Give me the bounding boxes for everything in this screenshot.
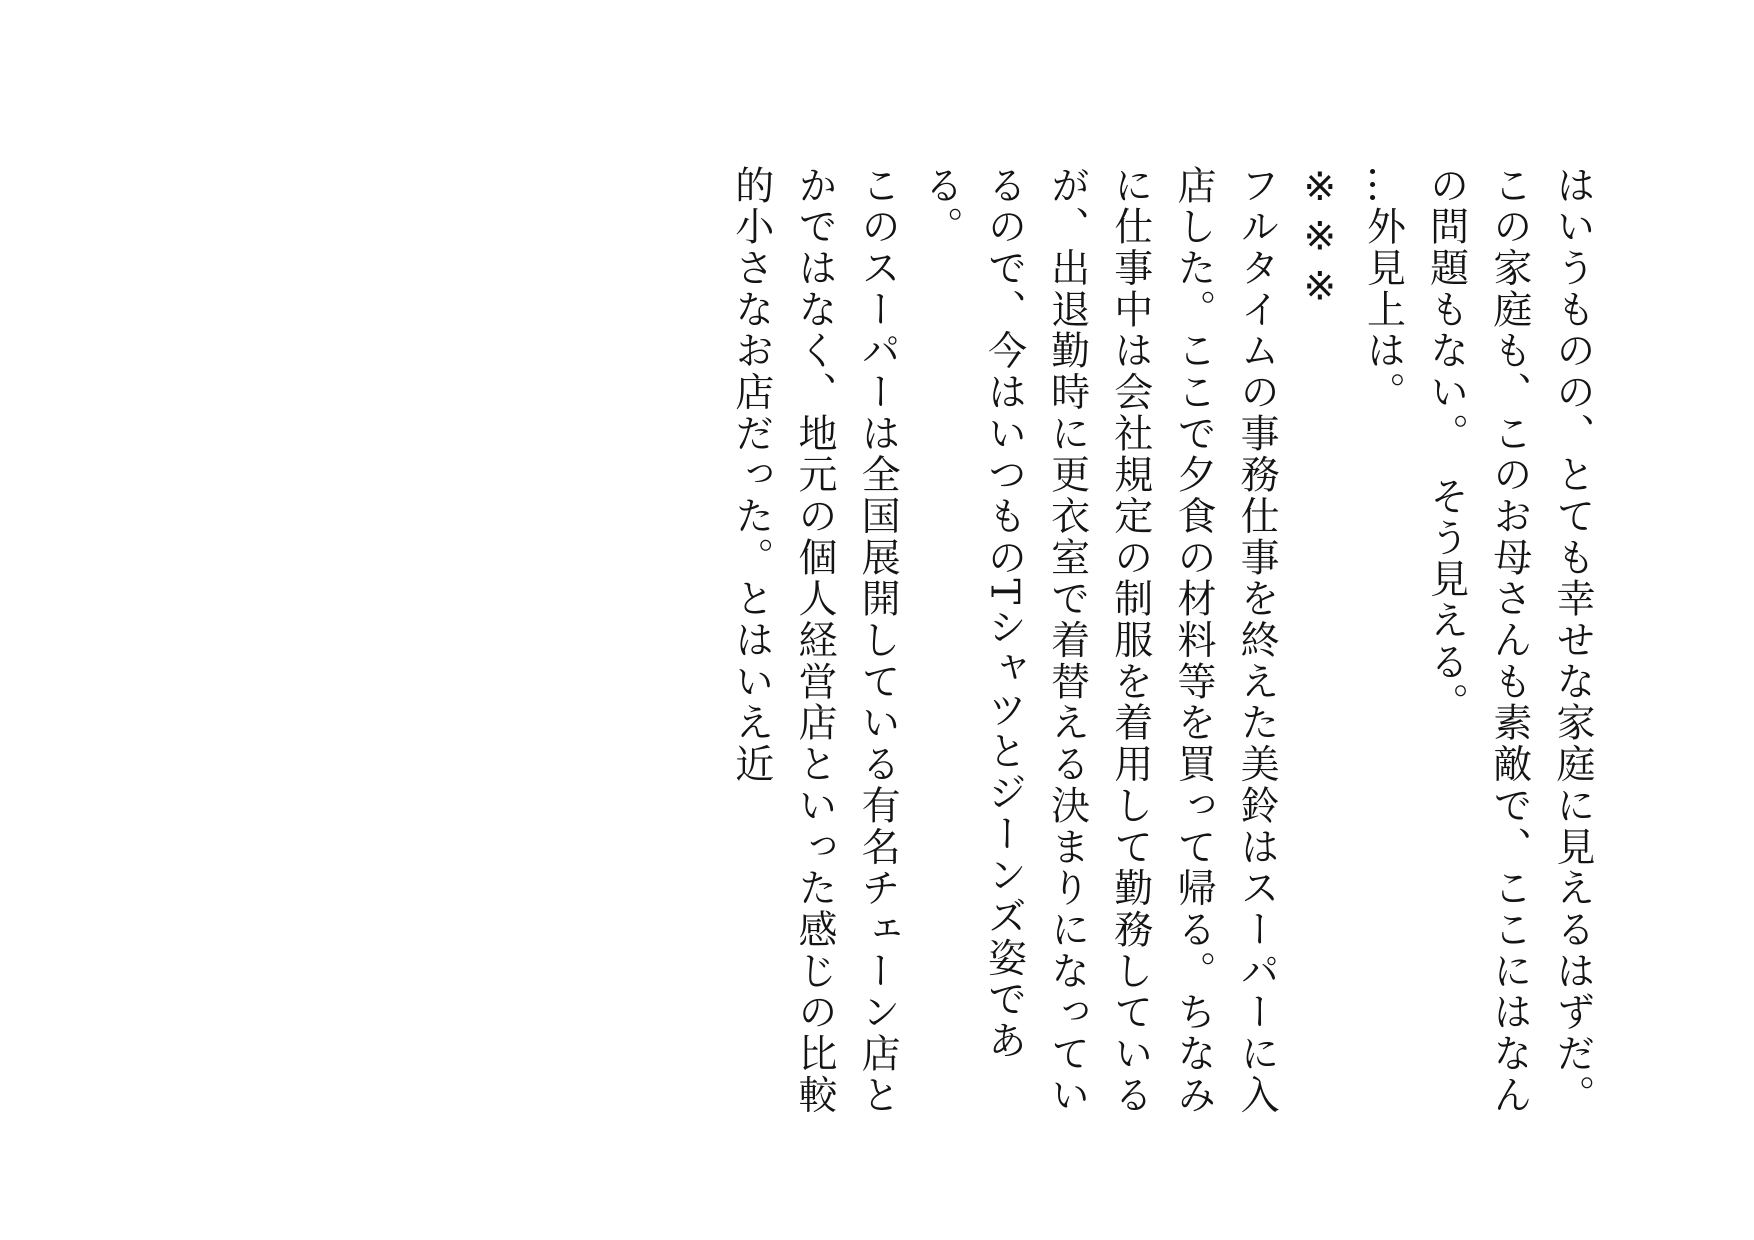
vertical-text-body [174, 165, 1604, 1125]
scene-break-marker: ※※※ [1297, 165, 1343, 315]
paragraph-3: フルタイムの事務仕事を終えた美鈴はスーパーに入店した。ここで夕食の材料等を買って帰る。ちなみに仕事中は会社規定の制服を着用して勤務しているが、出退勤時に更衣室で着替える決まりになっているので、今はいつものTシャツとジーンズ姿である。 [918, 165, 1280, 1116]
paragraph-4: このスーパーは全国展開している有名チェーン店とかではなく、地元の個人経営店といった感じの比較的小さなお店だった。とはいえ近 [728, 165, 901, 1116]
paragraph-1: はいうものの、とても幸せな家庭に見えるはずだ。この家庭も、このお母さんも素敵で、ここにはなんの問題もない。 そう見える。 [1423, 165, 1595, 1116]
paragraph-2: …外見上は。 [1360, 165, 1406, 414]
